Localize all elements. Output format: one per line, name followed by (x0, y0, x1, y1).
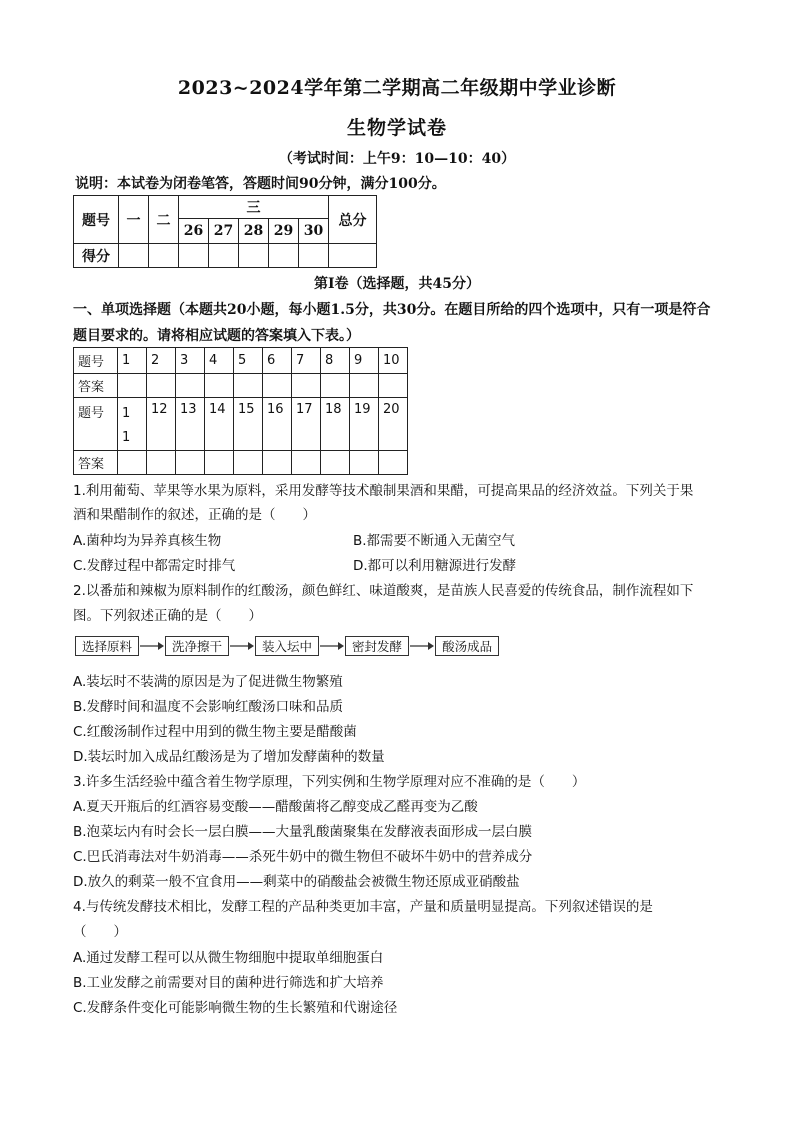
q2-option-a[interactable]: A.装坛时不装满的原因是为了促进微生物繁殖 (73, 674, 343, 690)
answer-table (73, 347, 408, 475)
q2-stem-line1: 2.以番茄和辣椒为原料制作的红酸汤，颜色鲜红、味道酸爽，是苗族人民喜爱的传统食品，制作流程如下 (73, 583, 694, 599)
flow-step-1: 选择原料 (75, 636, 139, 656)
answer-qnum: 17 (292, 398, 321, 451)
answer-cell[interactable] (205, 451, 234, 475)
q4-option-a[interactable]: A.通过发酵工程可以从微生物细胞中提取单细胞蛋白 (73, 950, 384, 966)
score-cell[interactable] (299, 244, 329, 268)
score-col-2: 二 (149, 196, 179, 244)
score-cell[interactable] (209, 244, 239, 268)
q3-option-a[interactable]: A.夏天开瓶后的红酒容易变酸——醋酸菌将乙醇变成乙醛再变为乙酸 (73, 799, 478, 815)
section-instruction: 一、单项选择题（本题共20小题，每小题1.5分，共30分。在题目所给的四个选项中，只有一项是符合题目要求的。请将相应试题的答案填入下表。） (73, 302, 711, 344)
answer-qnum: 5 (234, 348, 263, 374)
process-flow-diagram (75, 634, 499, 658)
answer-cell[interactable] (321, 374, 350, 398)
answer-cell[interactable] (263, 451, 292, 475)
score-cell[interactable] (269, 244, 299, 268)
answer-qnum: 10 (379, 348, 408, 374)
score-cell[interactable] (119, 244, 149, 268)
q3-option-d[interactable]: D.放久的剩菜一般不宜食用——剩菜中的硝酸盐会被微生物还原成亚硝酸盐 (73, 874, 520, 890)
answer-cell[interactable] (263, 374, 292, 398)
answer-qnum: 9 (350, 348, 379, 374)
q2-option-b[interactable]: B.发酵时间和温度不会影响红酸汤口味和品质 (73, 699, 344, 715)
q3-stem: 3.许多生活经验中蕴含着生物学原理，下列实例和生物学原理对应不准确的是（ ） (73, 774, 586, 790)
q4-stem-line1: 4.与传统发酵技术相比，发酵工程的产品种类更加丰富，产量和质量明显提高。下列叙述错误的是 (73, 899, 653, 915)
exam-note: 说明：本试卷为闭卷笔答，答题时间90分钟，满分100分。 (75, 176, 446, 192)
answer-cell[interactable] (292, 374, 321, 398)
exam-title: 2023~2024学年第二学期高二年级期中学业诊断 (177, 77, 617, 99)
answer-cell[interactable] (292, 451, 321, 475)
answer-cell[interactable] (205, 374, 234, 398)
answer-qnum: 15 (234, 398, 263, 451)
q1-option-a[interactable]: A.菌种均为异养真核生物 (73, 533, 222, 549)
answer-cell[interactable] (147, 451, 176, 475)
score-row-label: 得分 (74, 244, 119, 268)
flow-step-2: 洗净擦干 (165, 636, 229, 656)
score-cell[interactable] (329, 244, 377, 268)
arrow-right-icon (139, 636, 165, 656)
q1-option-d[interactable]: D.都可以利用糖源进行发酵 (353, 558, 517, 574)
answer-cell[interactable] (379, 451, 408, 475)
flow-step-5: 酸汤成品 (435, 636, 499, 656)
score-sub-29: 29 (269, 219, 299, 244)
score-total-label: 总分 (329, 196, 377, 244)
q2-option-c[interactable]: C.红酸汤制作过程中用到的微生物主要是醋酸菌 (73, 724, 357, 740)
answer-question-label: 题号 (74, 398, 118, 451)
answer-qnum: 1 (118, 348, 147, 374)
score-question-label: 题号 (74, 196, 119, 244)
score-sub-28: 28 (239, 219, 269, 244)
section-heading: 第Ⅰ卷（选择题，共45分） (313, 276, 481, 292)
answer-qnum: 13 (176, 398, 205, 451)
q4-stem-line2: （ ） (73, 924, 127, 940)
arrow-right-icon (229, 636, 255, 656)
score-sub-30: 30 (299, 219, 329, 244)
q4-option-b[interactable]: B.工业发酵之前需要对目的菌种进行筛选和扩大培养 (73, 975, 384, 991)
answer-qnum: 19 (350, 398, 379, 451)
q4-option-c[interactable]: C.发酵条件变化可能影响微生物的生长繁殖和代谢途径 (73, 1000, 398, 1016)
answer-qnum: 1 1 (118, 398, 147, 451)
answer-qnum: 8 (321, 348, 350, 374)
answer-cell[interactable] (118, 451, 147, 475)
answer-cell[interactable] (176, 374, 205, 398)
answer-qnum: 12 (147, 398, 176, 451)
score-sub-26: 26 (179, 219, 209, 244)
answer-qnum: 3 (176, 348, 205, 374)
score-cell[interactable] (239, 244, 269, 268)
answer-cell[interactable] (321, 451, 350, 475)
answer-cell[interactable] (379, 374, 408, 398)
flow-step-4: 密封发酵 (345, 636, 409, 656)
answer-qnum: 14 (205, 398, 234, 451)
score-cell[interactable] (149, 244, 179, 268)
answer-cell[interactable] (234, 374, 263, 398)
arrow-right-icon (319, 636, 345, 656)
q3-option-c[interactable]: C.巴氏消毒法对牛奶消毒——杀死牛奶中的微生物但不破坏牛奶中的营养成分 (73, 849, 533, 865)
score-table (73, 195, 377, 268)
answer-qnum: 16 (263, 398, 292, 451)
score-col-1: 一 (119, 196, 149, 244)
subject-title: 生物学试卷 (346, 117, 447, 139)
q1-stem-line2: 酒和果醋制作的叙述，正确的是（ ） (73, 507, 316, 523)
answer-row-label: 答案 (74, 374, 118, 398)
answer-question-label: 题号 (74, 348, 118, 374)
score-col-3: 三 (179, 196, 329, 219)
q2-option-d[interactable]: D.装坛时加入成品红酸汤是为了增加发酵菌种的数量 (73, 749, 385, 765)
score-cell[interactable] (179, 244, 209, 268)
answer-row-label: 答案 (74, 451, 118, 475)
q3-option-b[interactable]: B.泡菜坛内有时会长一层白膜——大量乳酸菌聚集在发酵液表面形成一层白膜 (73, 824, 533, 840)
answer-cell[interactable] (118, 374, 147, 398)
answer-cell[interactable] (234, 451, 263, 475)
q1-stem-line1: 1.利用葡萄、苹果等水果为原料，采用发酵等技术酿制果酒和果醋，可提高果品的经济效益。下列关于果 (73, 483, 694, 499)
answer-qnum: 18 (321, 398, 350, 451)
score-sub-27: 27 (209, 219, 239, 244)
q1-option-c[interactable]: C.发酵过程中都需定时排气 (73, 558, 236, 574)
answer-cell[interactable] (176, 451, 205, 475)
arrow-right-icon (409, 636, 435, 656)
answer-cell[interactable] (350, 451, 379, 475)
exam-time: （考试时间：上午9：10—10：40） (278, 151, 516, 167)
answer-qnum: 4 (205, 348, 234, 374)
q1-option-b[interactable]: B.都需要不断通入无菌空气 (353, 533, 516, 549)
answer-qnum: 2 (147, 348, 176, 374)
q2-stem-line2: 图。下列叙述正确的是（ ） (73, 608, 262, 624)
answer-cell[interactable] (147, 374, 176, 398)
answer-qnum: 6 (263, 348, 292, 374)
answer-qnum: 20 (379, 398, 408, 451)
answer-qnum: 7 (292, 348, 321, 374)
flow-step-3: 装入坛中 (255, 636, 319, 656)
answer-cell[interactable] (350, 374, 379, 398)
